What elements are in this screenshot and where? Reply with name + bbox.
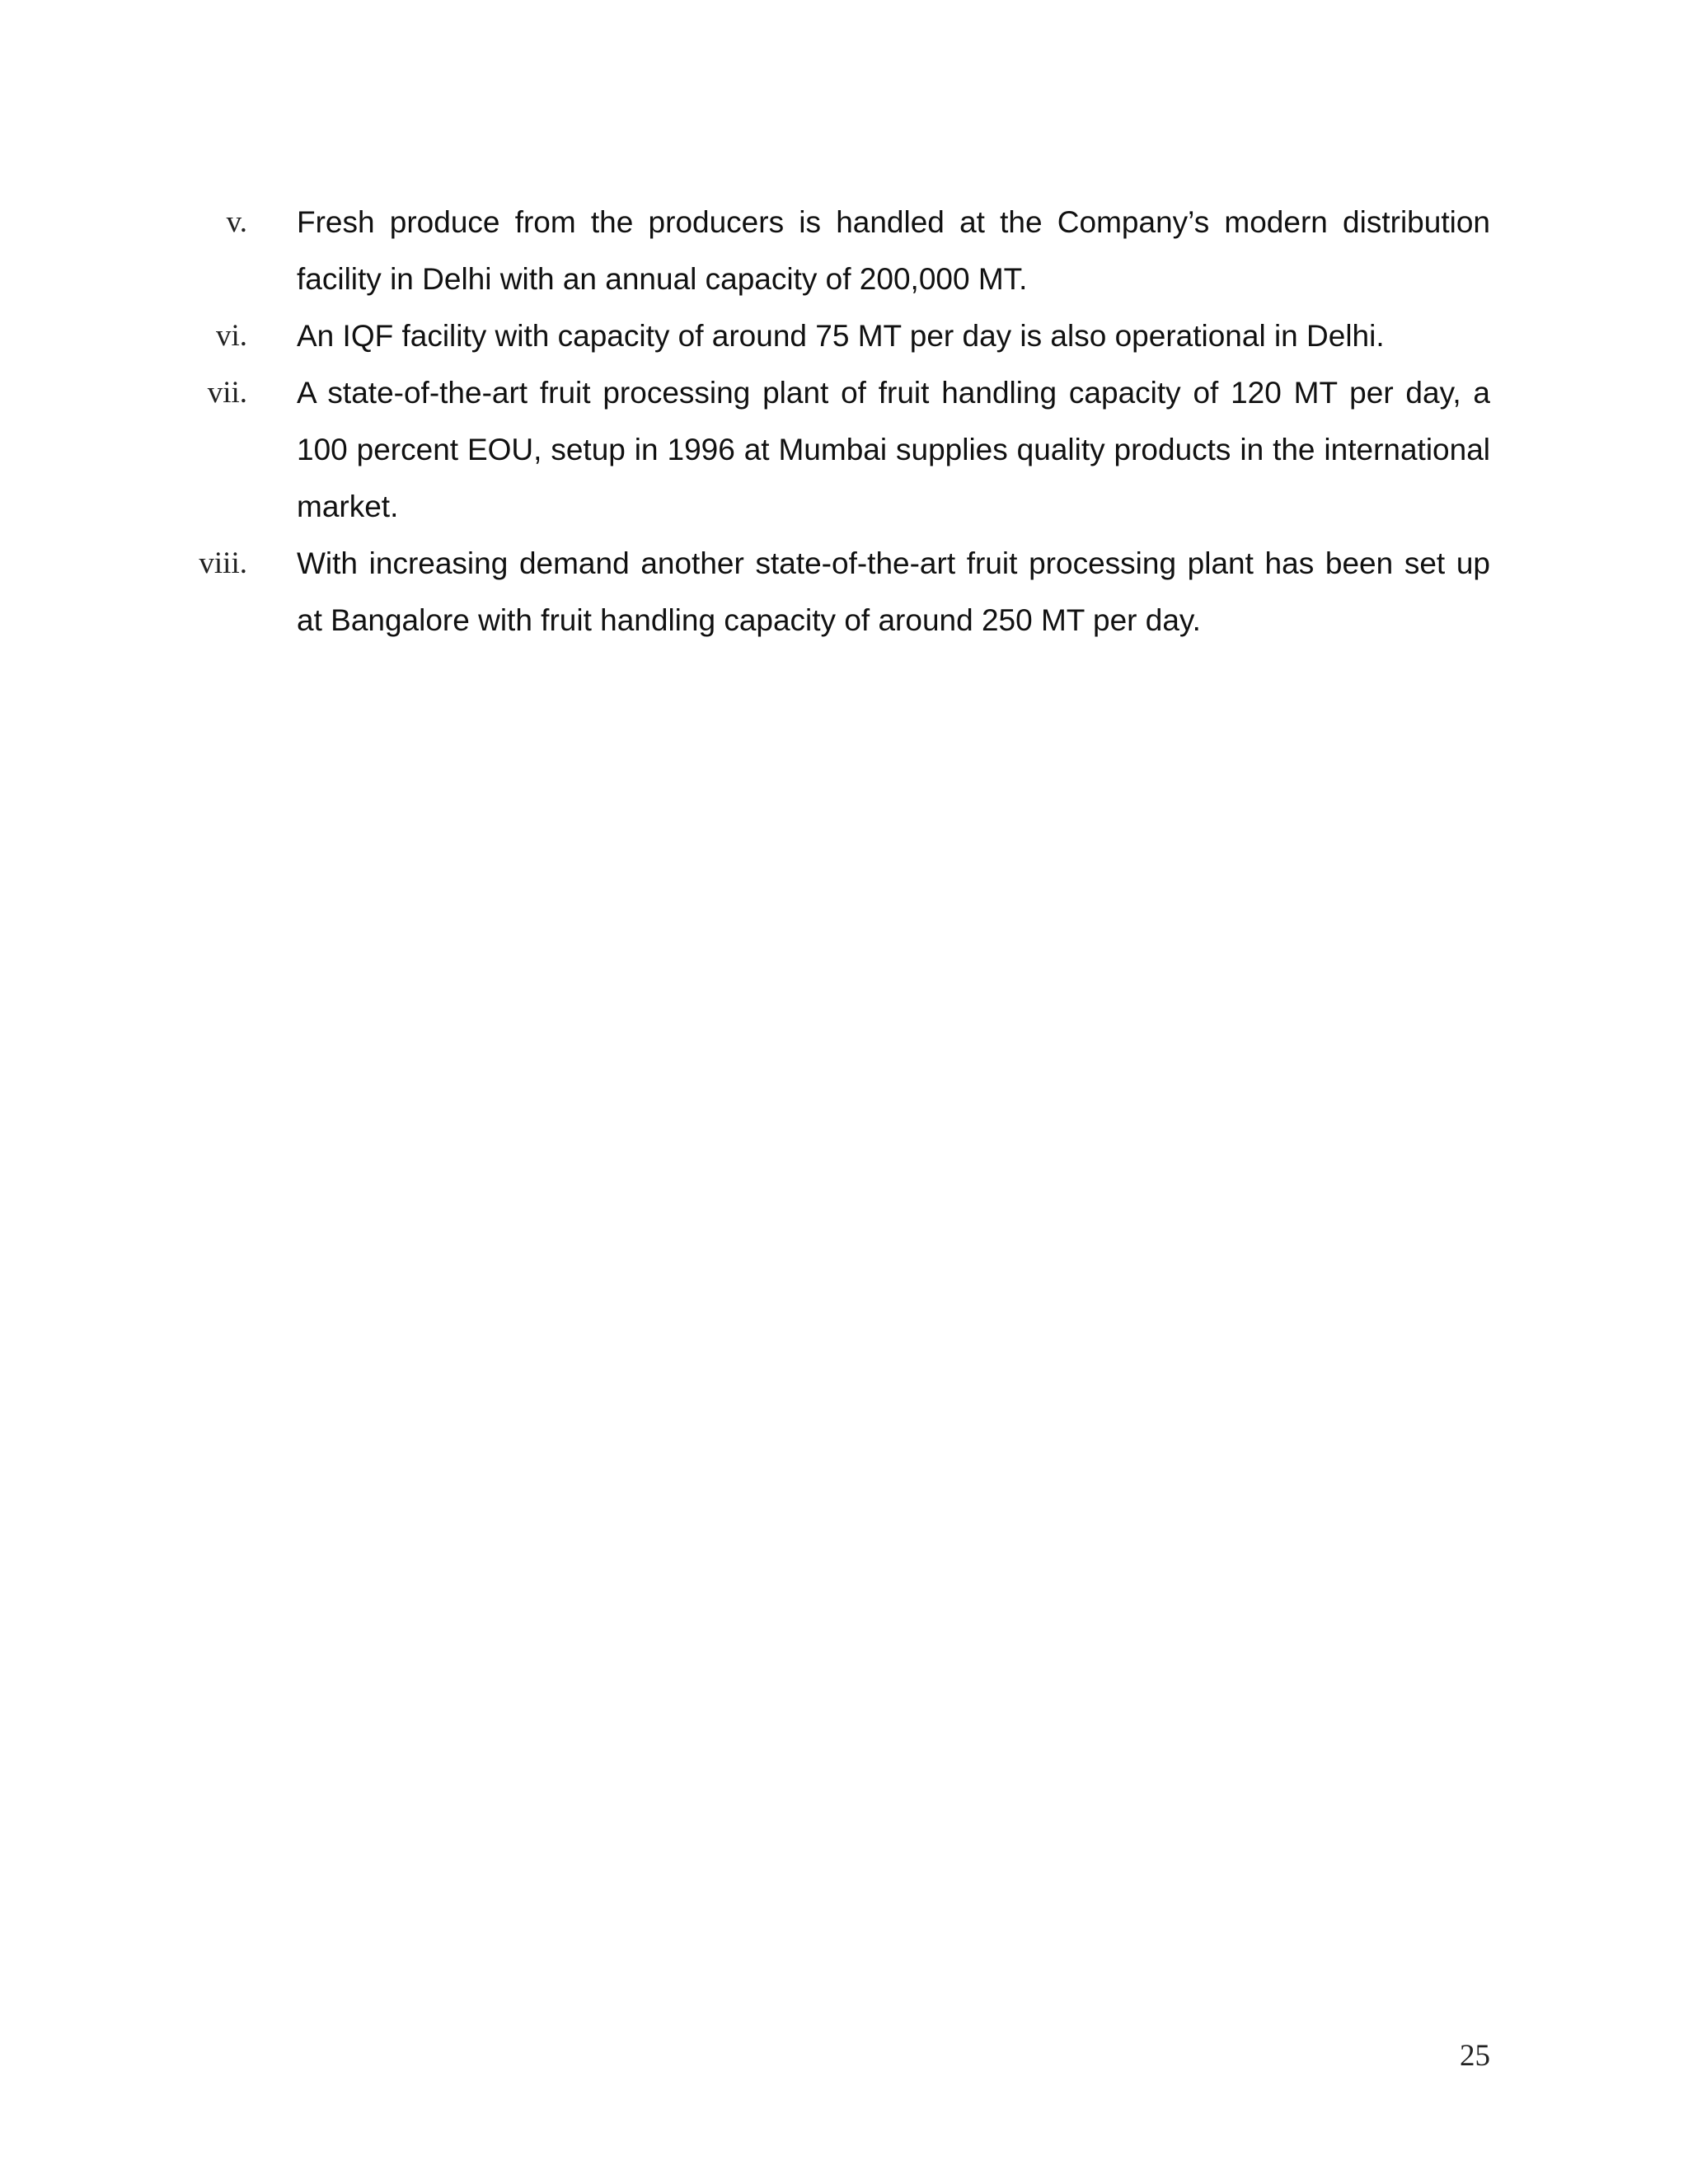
list-marker: viii.: [199, 546, 247, 580]
list-item-text: An IQF facility with capacity of around 75 MT per day is also operational in Delhi.: [297, 319, 1385, 353]
list-item-text: A state-of-the-art fruit processing plant of fruit handling capacity of 120 MT per day, a 100 percent EOU, setup in 1996 at Mumbai supplies quality products in the international market.: [297, 376, 1490, 523]
list-marker: vii.: [207, 376, 247, 410]
list-item: [188, 535, 1490, 649]
list-item: [188, 307, 1490, 364]
list-item-text: Fresh produce from the producers is handled at the Company’s modern distribution facility in Delhi with an annual capacity of 200,000 MT.: [297, 205, 1490, 296]
list-marker: v.: [226, 205, 247, 239]
list-marker: vi.: [215, 319, 247, 353]
page-number: 25: [1460, 2039, 1490, 2073]
facility-list: [188, 194, 1490, 649]
list-item-text: With increasing demand another state-of-the-art fruit processing plant has been set up at Bangalore with fruit handling capacity of around 250 MT per day.: [297, 546, 1490, 637]
list-item: [188, 194, 1490, 307]
list-item: [188, 364, 1490, 535]
